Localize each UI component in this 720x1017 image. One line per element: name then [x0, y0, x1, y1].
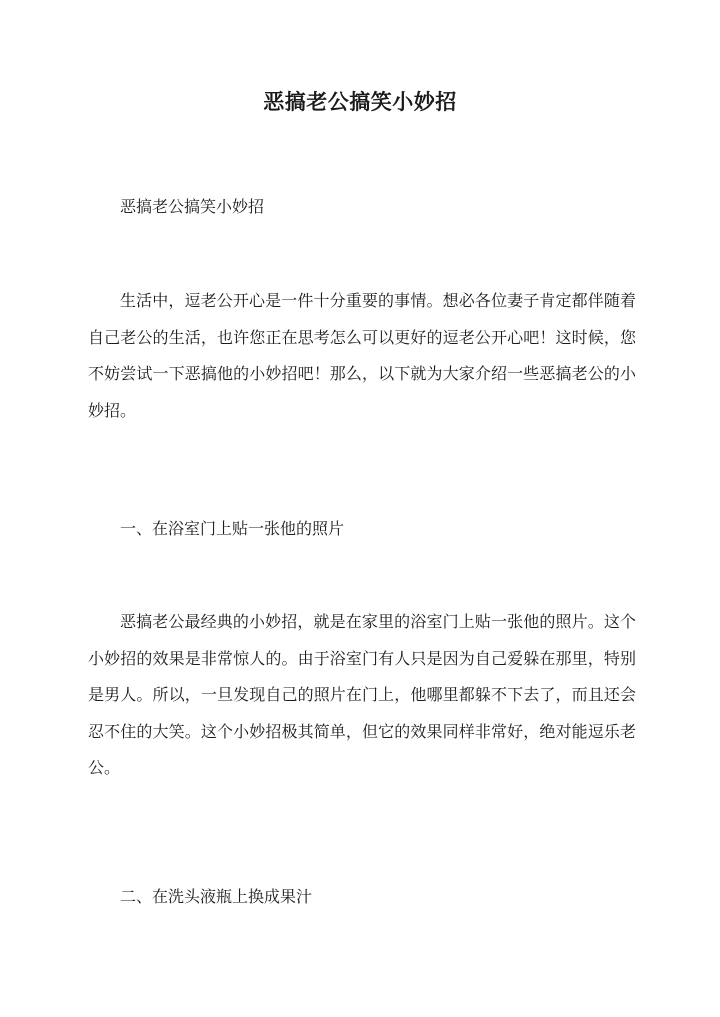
document-title: 恶搞老公搞笑小妙招	[263, 89, 457, 114]
section-heading-two: 二、在洗头液瓶上换成果汁	[120, 887, 313, 906]
document-subtitle: 恶搞老公搞笑小妙招	[120, 197, 265, 216]
section-heading-one: 一、在浴室门上贴一张他的照片	[120, 519, 345, 538]
intro-paragraph: 生活中，逗老公开心是一件十分重要的事情。想必各位妻子肯定都伴随着自己老公的生活，也许您正在思考怎么可以更好的逗老公开心吧！这时候，您不妨尝试一下恶搞他的小妙招吧！那么，以下就为大家介绍一些恶搞老公的小妙招。	[88, 291, 636, 420]
section-body-one: 恶搞老公最经典的小妙招，就是在家里的浴室门上贴一张他的照片。这个小妙招的效果是非常惊人的。由于浴室门有人只是因为自己爱躲在那里，特别是男人。所以，一旦发现自己的照片在门上，他哪里都躲不下去了，而且还会忍不住的大笑。这个小妙招极其简单，但它的效果同样非常好，绝对能逗乐老公。	[88, 612, 636, 777]
